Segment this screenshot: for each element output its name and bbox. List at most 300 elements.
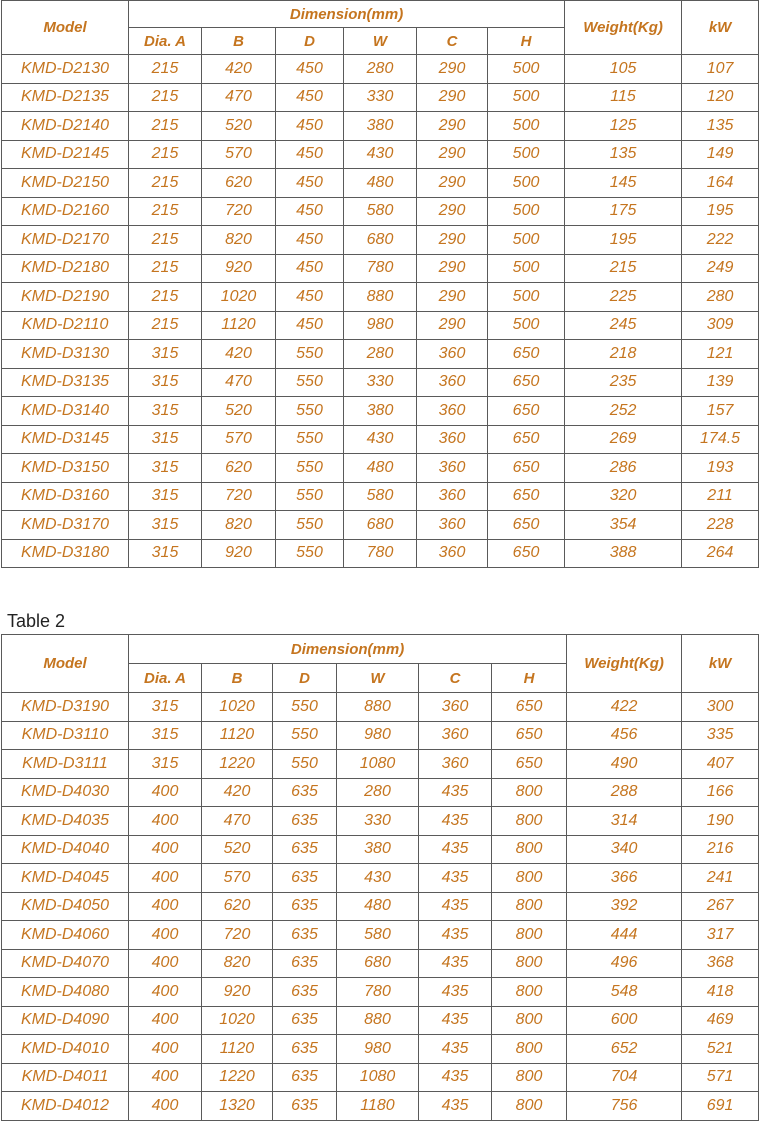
value-cell: 570 xyxy=(202,140,276,169)
kw-header: kW xyxy=(682,635,759,693)
value-cell: 450 xyxy=(276,112,344,141)
value-cell: 635 xyxy=(273,949,337,978)
value-cell: 548 xyxy=(567,978,682,1007)
model-cell: KMD-D4070 xyxy=(2,949,129,978)
value-cell: 800 xyxy=(492,778,567,807)
value-cell: 691 xyxy=(682,1092,759,1121)
value-cell: 435 xyxy=(419,864,492,893)
table-row xyxy=(2,169,759,198)
value-cell: 286 xyxy=(565,454,682,483)
value-cell: 407 xyxy=(682,750,759,779)
value-cell: 720 xyxy=(202,921,273,950)
value-cell: 164 xyxy=(682,169,759,198)
table-row xyxy=(2,807,759,836)
value-cell: 550 xyxy=(276,539,344,568)
value-cell: 267 xyxy=(682,892,759,921)
value-cell: 435 xyxy=(419,892,492,921)
table-row xyxy=(2,978,759,1007)
value-cell: 820 xyxy=(202,226,276,255)
value-cell: 360 xyxy=(417,397,488,426)
table-row xyxy=(2,921,759,950)
value-cell: 650 xyxy=(488,454,565,483)
model-cell: KMD-D4050 xyxy=(2,892,129,921)
value-cell: 650 xyxy=(488,539,565,568)
value-cell: 920 xyxy=(202,539,276,568)
value-cell: 366 xyxy=(567,864,682,893)
value-cell: 490 xyxy=(567,750,682,779)
value-cell: 290 xyxy=(417,140,488,169)
model-cell: KMD-D2190 xyxy=(2,283,129,312)
value-cell: 215 xyxy=(129,197,202,226)
value-cell: 280 xyxy=(344,55,417,84)
value-cell: 315 xyxy=(129,693,202,722)
value-cell: 309 xyxy=(682,311,759,340)
table-row xyxy=(2,425,759,454)
value-cell: 174.5 xyxy=(682,425,759,454)
value-cell: 360 xyxy=(417,539,488,568)
value-cell: 500 xyxy=(488,226,565,255)
value-cell: 166 xyxy=(682,778,759,807)
model-cell: KMD-D3110 xyxy=(2,721,129,750)
value-cell: 269 xyxy=(565,425,682,454)
value-cell: 215 xyxy=(129,226,202,255)
model-cell: KMD-D3160 xyxy=(2,482,129,511)
table-row xyxy=(2,397,759,426)
value-cell: 820 xyxy=(202,949,273,978)
value-cell: 470 xyxy=(202,807,273,836)
value-cell: 620 xyxy=(202,169,276,198)
value-cell: 280 xyxy=(337,778,419,807)
value-cell: 145 xyxy=(565,169,682,198)
value-cell: 400 xyxy=(129,835,202,864)
dimension-subheader: Dia. A xyxy=(129,28,202,55)
value-cell: 600 xyxy=(567,1006,682,1035)
value-cell: 500 xyxy=(488,254,565,283)
dimension-subheader: D xyxy=(273,664,337,693)
value-cell: 800 xyxy=(492,835,567,864)
value-cell: 215 xyxy=(129,140,202,169)
dimension-subheader: C xyxy=(417,28,488,55)
model-cell: KMD-D4012 xyxy=(2,1092,129,1121)
value-cell: 820 xyxy=(202,511,276,540)
value-cell: 980 xyxy=(337,721,419,750)
value-cell: 315 xyxy=(129,750,202,779)
value-cell: 450 xyxy=(276,55,344,84)
value-cell: 650 xyxy=(488,425,565,454)
value-cell: 780 xyxy=(337,978,419,1007)
value-cell: 520 xyxy=(202,835,273,864)
value-cell: 680 xyxy=(337,949,419,978)
value-cell: 175 xyxy=(565,197,682,226)
value-cell: 720 xyxy=(202,482,276,511)
value-cell: 290 xyxy=(417,197,488,226)
value-cell: 435 xyxy=(419,978,492,1007)
value-cell: 435 xyxy=(419,1063,492,1092)
value-cell: 215 xyxy=(129,112,202,141)
table-row xyxy=(2,892,759,921)
table-row xyxy=(2,254,759,283)
model-cell: KMD-D3180 xyxy=(2,539,129,568)
value-cell: 195 xyxy=(565,226,682,255)
value-cell: 115 xyxy=(565,83,682,112)
value-cell: 450 xyxy=(276,169,344,198)
spec-table-2 xyxy=(1,634,759,1121)
model-cell: KMD-D2130 xyxy=(2,55,129,84)
value-cell: 980 xyxy=(344,311,417,340)
value-cell: 392 xyxy=(567,892,682,921)
model-cell: KMD-D4011 xyxy=(2,1063,129,1092)
value-cell: 149 xyxy=(682,140,759,169)
value-cell: 317 xyxy=(682,921,759,950)
model-cell: KMD-D3170 xyxy=(2,511,129,540)
table-row xyxy=(2,835,759,864)
value-cell: 500 xyxy=(488,140,565,169)
value-cell: 800 xyxy=(492,892,567,921)
value-cell: 360 xyxy=(417,425,488,454)
value-cell: 469 xyxy=(682,1006,759,1035)
value-cell: 652 xyxy=(567,1035,682,1064)
value-cell: 1180 xyxy=(337,1092,419,1121)
dimension-subheader: Dia. A xyxy=(129,664,202,693)
value-cell: 139 xyxy=(682,368,759,397)
value-cell: 800 xyxy=(492,949,567,978)
value-cell: 190 xyxy=(682,807,759,836)
value-cell: 800 xyxy=(492,921,567,950)
value-cell: 400 xyxy=(129,1035,202,1064)
value-cell: 500 xyxy=(488,83,565,112)
table-row xyxy=(2,482,759,511)
value-cell: 135 xyxy=(565,140,682,169)
value-cell: 880 xyxy=(337,1006,419,1035)
dimension-subheader: D xyxy=(276,28,344,55)
model-cell: KMD-D2145 xyxy=(2,140,129,169)
value-cell: 435 xyxy=(419,949,492,978)
value-cell: 360 xyxy=(417,368,488,397)
value-cell: 315 xyxy=(129,511,202,540)
value-cell: 800 xyxy=(492,807,567,836)
value-cell: 400 xyxy=(129,778,202,807)
value-cell: 500 xyxy=(488,55,565,84)
value-cell: 290 xyxy=(417,83,488,112)
model-cell: KMD-D4010 xyxy=(2,1035,129,1064)
value-cell: 228 xyxy=(682,511,759,540)
value-cell: 368 xyxy=(682,949,759,978)
value-cell: 290 xyxy=(417,55,488,84)
model-cell: KMD-D4040 xyxy=(2,835,129,864)
value-cell: 435 xyxy=(419,1035,492,1064)
value-cell: 400 xyxy=(129,1092,202,1121)
value-cell: 280 xyxy=(682,283,759,312)
value-cell: 400 xyxy=(129,1063,202,1092)
value-cell: 470 xyxy=(202,368,276,397)
value-cell: 215 xyxy=(129,83,202,112)
value-cell: 500 xyxy=(488,197,565,226)
value-cell: 550 xyxy=(276,368,344,397)
model-cell: KMD-D4045 xyxy=(2,864,129,893)
value-cell: 315 xyxy=(129,397,202,426)
value-cell: 635 xyxy=(273,1006,337,1035)
value-cell: 340 xyxy=(567,835,682,864)
value-cell: 635 xyxy=(273,835,337,864)
value-cell: 780 xyxy=(344,254,417,283)
table-row xyxy=(2,311,759,340)
value-cell: 218 xyxy=(565,340,682,369)
value-cell: 360 xyxy=(419,721,492,750)
value-cell: 241 xyxy=(682,864,759,893)
value-cell: 800 xyxy=(492,978,567,1007)
dimension-header: Dimension(mm) xyxy=(129,1,565,28)
value-cell: 420 xyxy=(202,778,273,807)
value-cell: 330 xyxy=(337,807,419,836)
value-cell: 135 xyxy=(682,112,759,141)
value-cell: 420 xyxy=(202,55,276,84)
model-cell: KMD-D2170 xyxy=(2,226,129,255)
value-cell: 420 xyxy=(202,340,276,369)
value-cell: 444 xyxy=(567,921,682,950)
table-row xyxy=(2,750,759,779)
value-cell: 249 xyxy=(682,254,759,283)
value-cell: 215 xyxy=(129,169,202,198)
value-cell: 650 xyxy=(488,397,565,426)
value-cell: 430 xyxy=(344,425,417,454)
value-cell: 450 xyxy=(276,254,344,283)
value-cell: 400 xyxy=(129,864,202,893)
dimension-subheader: W xyxy=(337,664,419,693)
value-cell: 520 xyxy=(202,397,276,426)
value-cell: 550 xyxy=(273,721,337,750)
model-cell: KMD-D4090 xyxy=(2,1006,129,1035)
value-cell: 252 xyxy=(565,397,682,426)
value-cell: 315 xyxy=(129,368,202,397)
value-cell: 800 xyxy=(492,1035,567,1064)
value-cell: 500 xyxy=(488,169,565,198)
table-row xyxy=(2,1006,759,1035)
model-header: Model xyxy=(2,635,129,693)
value-cell: 418 xyxy=(682,978,759,1007)
model-cell: KMD-D2160 xyxy=(2,197,129,226)
table-row xyxy=(2,454,759,483)
value-cell: 380 xyxy=(344,112,417,141)
table-row xyxy=(2,368,759,397)
value-cell: 235 xyxy=(565,368,682,397)
value-cell: 215 xyxy=(129,55,202,84)
table-row xyxy=(2,949,759,978)
value-cell: 1120 xyxy=(202,311,276,340)
value-cell: 380 xyxy=(337,835,419,864)
value-cell: 550 xyxy=(276,397,344,426)
value-cell: 1080 xyxy=(337,1063,419,1092)
value-cell: 360 xyxy=(417,340,488,369)
value-cell: 780 xyxy=(344,539,417,568)
value-cell: 435 xyxy=(419,1006,492,1035)
value-cell: 880 xyxy=(344,283,417,312)
value-cell: 288 xyxy=(567,778,682,807)
value-cell: 470 xyxy=(202,83,276,112)
value-cell: 1220 xyxy=(202,750,273,779)
table-row xyxy=(2,140,759,169)
value-cell: 450 xyxy=(276,140,344,169)
value-cell: 456 xyxy=(567,721,682,750)
value-cell: 1020 xyxy=(202,1006,273,1035)
value-cell: 360 xyxy=(417,482,488,511)
model-cell: KMD-D3145 xyxy=(2,425,129,454)
value-cell: 222 xyxy=(682,226,759,255)
value-cell: 354 xyxy=(565,511,682,540)
model-cell: KMD-D2110 xyxy=(2,311,129,340)
value-cell: 1020 xyxy=(202,283,276,312)
weight-header: Weight(Kg) xyxy=(567,635,682,693)
value-cell: 290 xyxy=(417,226,488,255)
dimension-subheader: C xyxy=(419,664,492,693)
model-cell: KMD-D2140 xyxy=(2,112,129,141)
table-row xyxy=(2,340,759,369)
value-cell: 635 xyxy=(273,1092,337,1121)
value-cell: 571 xyxy=(682,1063,759,1092)
value-cell: 215 xyxy=(129,311,202,340)
value-cell: 496 xyxy=(567,949,682,978)
table-row xyxy=(2,693,759,722)
value-cell: 335 xyxy=(682,721,759,750)
value-cell: 650 xyxy=(488,340,565,369)
value-cell: 1320 xyxy=(202,1092,273,1121)
table-row xyxy=(2,283,759,312)
value-cell: 650 xyxy=(488,511,565,540)
value-cell: 520 xyxy=(202,112,276,141)
value-cell: 480 xyxy=(344,454,417,483)
value-cell: 450 xyxy=(276,226,344,255)
value-cell: 635 xyxy=(273,807,337,836)
value-cell: 435 xyxy=(419,807,492,836)
table-row xyxy=(2,778,759,807)
value-cell: 314 xyxy=(567,807,682,836)
value-cell: 215 xyxy=(565,254,682,283)
value-cell: 435 xyxy=(419,921,492,950)
model-cell: KMD-D3111 xyxy=(2,750,129,779)
value-cell: 1020 xyxy=(202,693,273,722)
value-cell: 550 xyxy=(276,425,344,454)
value-cell: 800 xyxy=(492,1092,567,1121)
table-row xyxy=(2,55,759,84)
value-cell: 435 xyxy=(419,778,492,807)
value-cell: 315 xyxy=(129,340,202,369)
value-cell: 500 xyxy=(488,112,565,141)
value-cell: 290 xyxy=(417,283,488,312)
value-cell: 635 xyxy=(273,892,337,921)
value-cell: 315 xyxy=(129,425,202,454)
value-cell: 330 xyxy=(344,83,417,112)
value-cell: 430 xyxy=(344,140,417,169)
dimension-subheader: H xyxy=(492,664,567,693)
value-cell: 550 xyxy=(276,340,344,369)
value-cell: 635 xyxy=(273,921,337,950)
table-row xyxy=(2,721,759,750)
value-cell: 450 xyxy=(276,197,344,226)
table-row xyxy=(2,112,759,141)
table-row xyxy=(2,1035,759,1064)
value-cell: 704 xyxy=(567,1063,682,1092)
value-cell: 300 xyxy=(682,693,759,722)
value-cell: 225 xyxy=(565,283,682,312)
value-cell: 580 xyxy=(344,197,417,226)
value-cell: 320 xyxy=(565,482,682,511)
value-cell: 500 xyxy=(488,283,565,312)
table-2-caption: Table 2 xyxy=(7,611,66,631)
value-cell: 720 xyxy=(202,197,276,226)
value-cell: 635 xyxy=(273,1035,337,1064)
value-cell: 480 xyxy=(337,892,419,921)
value-cell: 315 xyxy=(129,721,202,750)
model-cell: KMD-D3135 xyxy=(2,368,129,397)
spec-table-1 xyxy=(1,0,759,568)
value-cell: 756 xyxy=(567,1092,682,1121)
value-cell: 315 xyxy=(129,539,202,568)
value-cell: 450 xyxy=(276,83,344,112)
value-cell: 650 xyxy=(488,482,565,511)
weight-header: Weight(Kg) xyxy=(565,1,682,55)
value-cell: 380 xyxy=(344,397,417,426)
model-cell: KMD-D4030 xyxy=(2,778,129,807)
value-cell: 880 xyxy=(337,693,419,722)
value-cell: 400 xyxy=(129,1006,202,1035)
value-cell: 650 xyxy=(488,368,565,397)
value-cell: 1080 xyxy=(337,750,419,779)
value-cell: 580 xyxy=(337,921,419,950)
value-cell: 360 xyxy=(417,511,488,540)
value-cell: 650 xyxy=(492,693,567,722)
value-cell: 920 xyxy=(202,254,276,283)
model-cell: KMD-D3140 xyxy=(2,397,129,426)
model-header: Model xyxy=(2,1,129,55)
value-cell: 550 xyxy=(276,482,344,511)
value-cell: 400 xyxy=(129,892,202,921)
value-cell: 120 xyxy=(682,83,759,112)
value-cell: 290 xyxy=(417,169,488,198)
model-cell: KMD-D2180 xyxy=(2,254,129,283)
value-cell: 215 xyxy=(129,283,202,312)
value-cell: 315 xyxy=(129,482,202,511)
value-cell: 635 xyxy=(273,978,337,1007)
value-cell: 1120 xyxy=(202,721,273,750)
model-cell: KMD-D4060 xyxy=(2,921,129,950)
value-cell: 360 xyxy=(417,454,488,483)
value-cell: 450 xyxy=(276,283,344,312)
value-cell: 400 xyxy=(129,921,202,950)
kw-header: kW xyxy=(682,1,759,55)
table-row xyxy=(2,1063,759,1092)
table-row xyxy=(2,864,759,893)
value-cell: 620 xyxy=(202,454,276,483)
value-cell: 450 xyxy=(276,311,344,340)
model-cell: KMD-D2135 xyxy=(2,83,129,112)
value-cell: 800 xyxy=(492,864,567,893)
table-row xyxy=(2,539,759,568)
model-cell: KMD-D3190 xyxy=(2,693,129,722)
value-cell: 107 xyxy=(682,55,759,84)
table-row xyxy=(2,83,759,112)
value-cell: 435 xyxy=(419,1092,492,1121)
value-cell: 121 xyxy=(682,340,759,369)
value-cell: 980 xyxy=(337,1035,419,1064)
model-cell: KMD-D4035 xyxy=(2,807,129,836)
value-cell: 580 xyxy=(344,482,417,511)
value-cell: 435 xyxy=(419,835,492,864)
value-cell: 400 xyxy=(129,978,202,1007)
value-cell: 570 xyxy=(202,864,273,893)
value-cell: 800 xyxy=(492,1063,567,1092)
value-cell: 245 xyxy=(565,311,682,340)
model-cell: KMD-D4080 xyxy=(2,978,129,1007)
value-cell: 216 xyxy=(682,835,759,864)
